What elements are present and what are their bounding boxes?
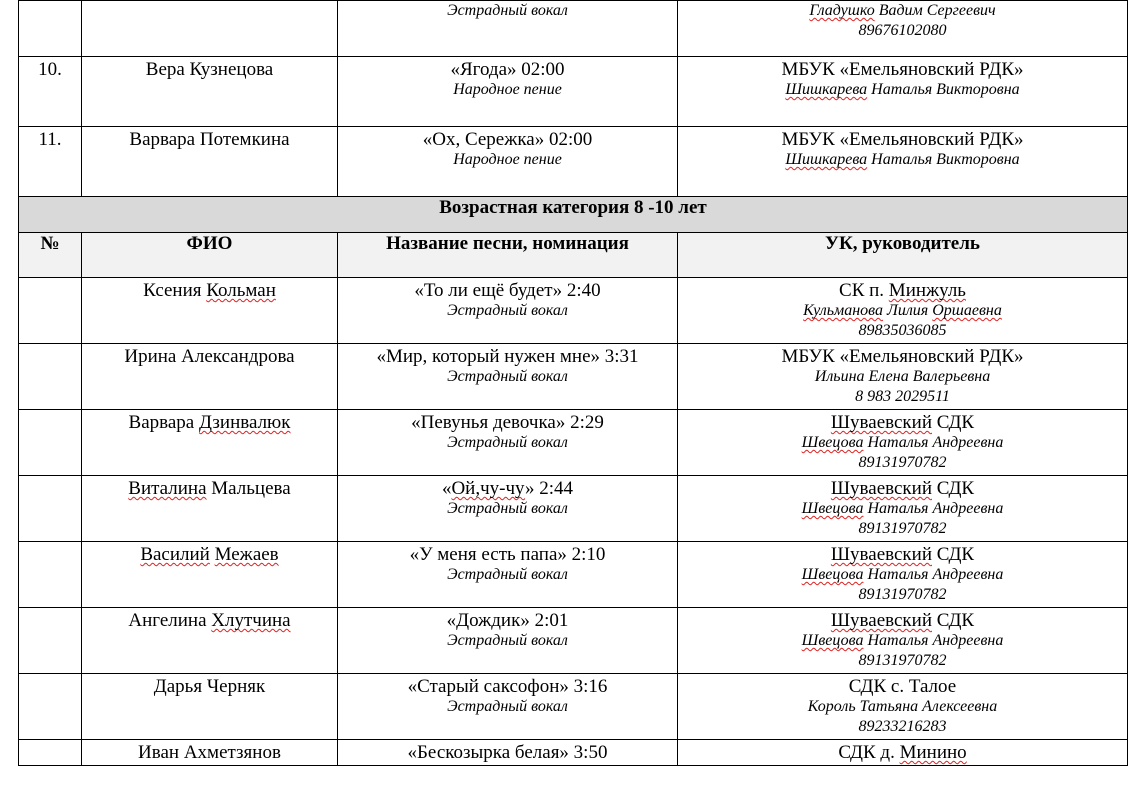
song-title: «Певунья девочка» 2:29 <box>411 412 604 433</box>
header-fio: ФИО <box>82 233 338 278</box>
song-title: «То ли ещё будет» 2:40 <box>414 280 601 301</box>
leader-phone: 89131970782 <box>858 520 947 537</box>
leader-name: Наталья Андреевна <box>863 500 1004 517</box>
song-title: «Ягода» 02:00 <box>450 59 565 80</box>
nomination-text: Эстрадный вокал <box>447 566 568 583</box>
leader-phone: 89131970782 <box>858 454 947 471</box>
cell-fio <box>82 608 338 674</box>
leader-name: Наталья Викторовна <box>867 151 1020 168</box>
leader-name: Наталья Андреевна <box>863 632 1004 649</box>
uk-type: СДК <box>932 610 975 631</box>
surname: Межаев <box>214 544 279 565</box>
uk-name: МБУК «Емельяновский РДК» <box>781 129 1024 150</box>
cell-num <box>19 542 82 608</box>
uk-name: СДК с. Талое <box>848 676 957 697</box>
category-row <box>19 197 1128 233</box>
table-row <box>19 57 1128 127</box>
uk-type: СДК <box>932 412 975 433</box>
table-row <box>19 674 1128 740</box>
cell-song <box>338 542 678 608</box>
cell-song <box>338 278 678 344</box>
leader-surname: Швецова <box>801 434 864 451</box>
nomination-text: Эстрадный вокал <box>447 368 568 385</box>
song-title: «Мир, который нужен мне» 3:31 <box>376 346 639 367</box>
cell-num: 10. <box>19 57 82 127</box>
surname: Мальцева <box>206 478 291 499</box>
cell-uk <box>678 740 1128 766</box>
cell-uk <box>678 410 1128 476</box>
uk-name: СК п. <box>839 280 889 301</box>
cell-num <box>19 410 82 476</box>
cell-num <box>19 674 82 740</box>
cell-uk <box>678 278 1128 344</box>
uk-name: МБУК «Емельяновский РДК» <box>781 346 1024 367</box>
first-name: Ангелина <box>128 610 212 631</box>
nomination-text: Эстрадный вокал <box>447 2 568 19</box>
uk-place: Минжуль <box>888 280 966 301</box>
leader-name: Король Татьяна Алексеевна <box>807 698 998 715</box>
nomination-text: Эстрадный вокал <box>447 500 568 517</box>
surname: Дзинвалюк <box>198 412 291 433</box>
leader-patronymic: Оршаевна <box>932 302 1002 319</box>
leader-phone: 8 983 2029511 <box>855 388 950 405</box>
cell-uk <box>678 1 1128 57</box>
cell-num <box>19 1 82 57</box>
cell-num: 11. <box>19 127 82 197</box>
cell-fio: Дарья Черняк <box>82 674 338 740</box>
first-name: Варвара <box>128 412 199 433</box>
leader-name: Лилия <box>882 302 933 319</box>
cell-uk <box>678 674 1128 740</box>
leader-phone: 89131970782 <box>858 586 947 603</box>
leader-phone: 89835036085 <box>858 322 947 339</box>
cell-fio: Иван Ахметзянов <box>82 740 338 766</box>
category-title: Возрастная категория 8 -10 лет <box>19 197 1128 233</box>
nomination-text: Народное пение <box>453 151 562 168</box>
cell-song <box>338 740 678 766</box>
table-row <box>19 344 1128 410</box>
table-row <box>19 1 1128 57</box>
leader-phone: 89131970782 <box>858 652 947 669</box>
song-title: «Дождик» 2:01 <box>446 610 569 631</box>
table-row <box>19 608 1128 674</box>
cell-fio: Варвара Потемкина <box>82 127 338 197</box>
surname: Хлутчина <box>211 610 291 631</box>
table-row <box>19 127 1128 197</box>
uk-name: Шуваевский <box>830 544 932 565</box>
table-row <box>19 476 1128 542</box>
nomination-text: Народное пение <box>453 81 562 98</box>
cell-num <box>19 608 82 674</box>
cell-song <box>338 344 678 410</box>
song-duration: » 2:44 <box>525 478 574 499</box>
cell-fio <box>82 542 338 608</box>
header-song: Название песни, номинация <box>338 233 678 278</box>
leader-surname: Швецова <box>801 500 864 517</box>
uk-place: Минино <box>899 742 967 763</box>
cell-song <box>338 1 678 57</box>
cell-num <box>19 476 82 542</box>
leader-surname: Швецова <box>801 566 864 583</box>
cell-song <box>338 608 678 674</box>
table-row <box>19 410 1128 476</box>
header-row <box>19 233 1128 278</box>
cell-uk <box>678 608 1128 674</box>
first-name: Ксения <box>143 280 207 301</box>
uk-name: Шуваевский <box>830 610 932 631</box>
cell-num <box>19 740 82 766</box>
leader-surname: Гладушко <box>809 2 875 19</box>
cell-song <box>338 476 678 542</box>
cell-song <box>338 127 678 197</box>
leader-surname: Швецова <box>801 632 864 649</box>
table-row <box>19 278 1128 344</box>
cell-fio: Вера Кузнецова <box>82 57 338 127</box>
uk-name: Шуваевский <box>830 478 932 499</box>
leader-surname: Шишкарева <box>785 81 868 98</box>
uk-name: МБУК «Емельяновский РДК» <box>781 59 1024 80</box>
header-uk: УК, руководитель <box>678 233 1128 278</box>
cell-song <box>338 674 678 740</box>
song-title: Ой,чу-чу <box>451 478 526 499</box>
cell-uk <box>678 57 1128 127</box>
cell-num <box>19 344 82 410</box>
leader-name: Наталья Андреевна <box>863 434 1004 451</box>
leader-name: Наталья Викторовна <box>867 81 1020 98</box>
leader-name: Ильина Елена Валерьевна <box>814 368 991 385</box>
cell-uk <box>678 476 1128 542</box>
nomination-text: Эстрадный вокал <box>447 698 568 715</box>
song-title: «У меня есть папа» 2:10 <box>409 544 606 565</box>
leader-phone: 89676102080 <box>858 22 947 39</box>
leader-surname: Кульманова <box>803 302 883 319</box>
leader-surname: Шишкарева <box>785 151 868 168</box>
uk-type: СДК <box>932 478 975 499</box>
nomination-text: Эстрадный вокал <box>447 632 568 649</box>
cell-fio: Ирина Александрова <box>82 344 338 410</box>
cell-fio <box>82 476 338 542</box>
nomination-text: Эстрадный вокал <box>447 434 568 451</box>
leader-phone: 89233216283 <box>858 718 947 735</box>
cell-fio <box>82 278 338 344</box>
uk-name: Шуваевский <box>830 412 932 433</box>
cell-fio <box>82 1 338 57</box>
uk-type: СДК <box>932 544 975 565</box>
cell-uk <box>678 344 1128 410</box>
participants-table <box>18 0 1128 766</box>
uk-name: СДК д. <box>838 742 900 763</box>
cell-num <box>19 278 82 344</box>
leader-name: Наталья Андреевна <box>863 566 1004 583</box>
nomination-text: Эстрадный вокал <box>447 302 568 319</box>
surname: Кольман <box>206 280 276 301</box>
table-row <box>19 740 1128 766</box>
cell-uk <box>678 542 1128 608</box>
cell-song <box>338 57 678 127</box>
first-name: Василий <box>140 544 210 565</box>
leader-name: Вадим Сергеевич <box>874 2 996 19</box>
first-name: Виталина <box>128 478 207 499</box>
cell-uk <box>678 127 1128 197</box>
cell-fio <box>82 410 338 476</box>
header-num: № <box>19 233 82 278</box>
song-title: «Ох, Сережка» 02:00 <box>422 129 593 150</box>
song-title: «Бескозырка белая» 3:50 <box>407 742 608 763</box>
table-row <box>19 542 1128 608</box>
cell-song <box>338 410 678 476</box>
song-title: «Старый саксофон» 3:16 <box>407 676 608 697</box>
song-quote-open: « <box>441 478 452 499</box>
